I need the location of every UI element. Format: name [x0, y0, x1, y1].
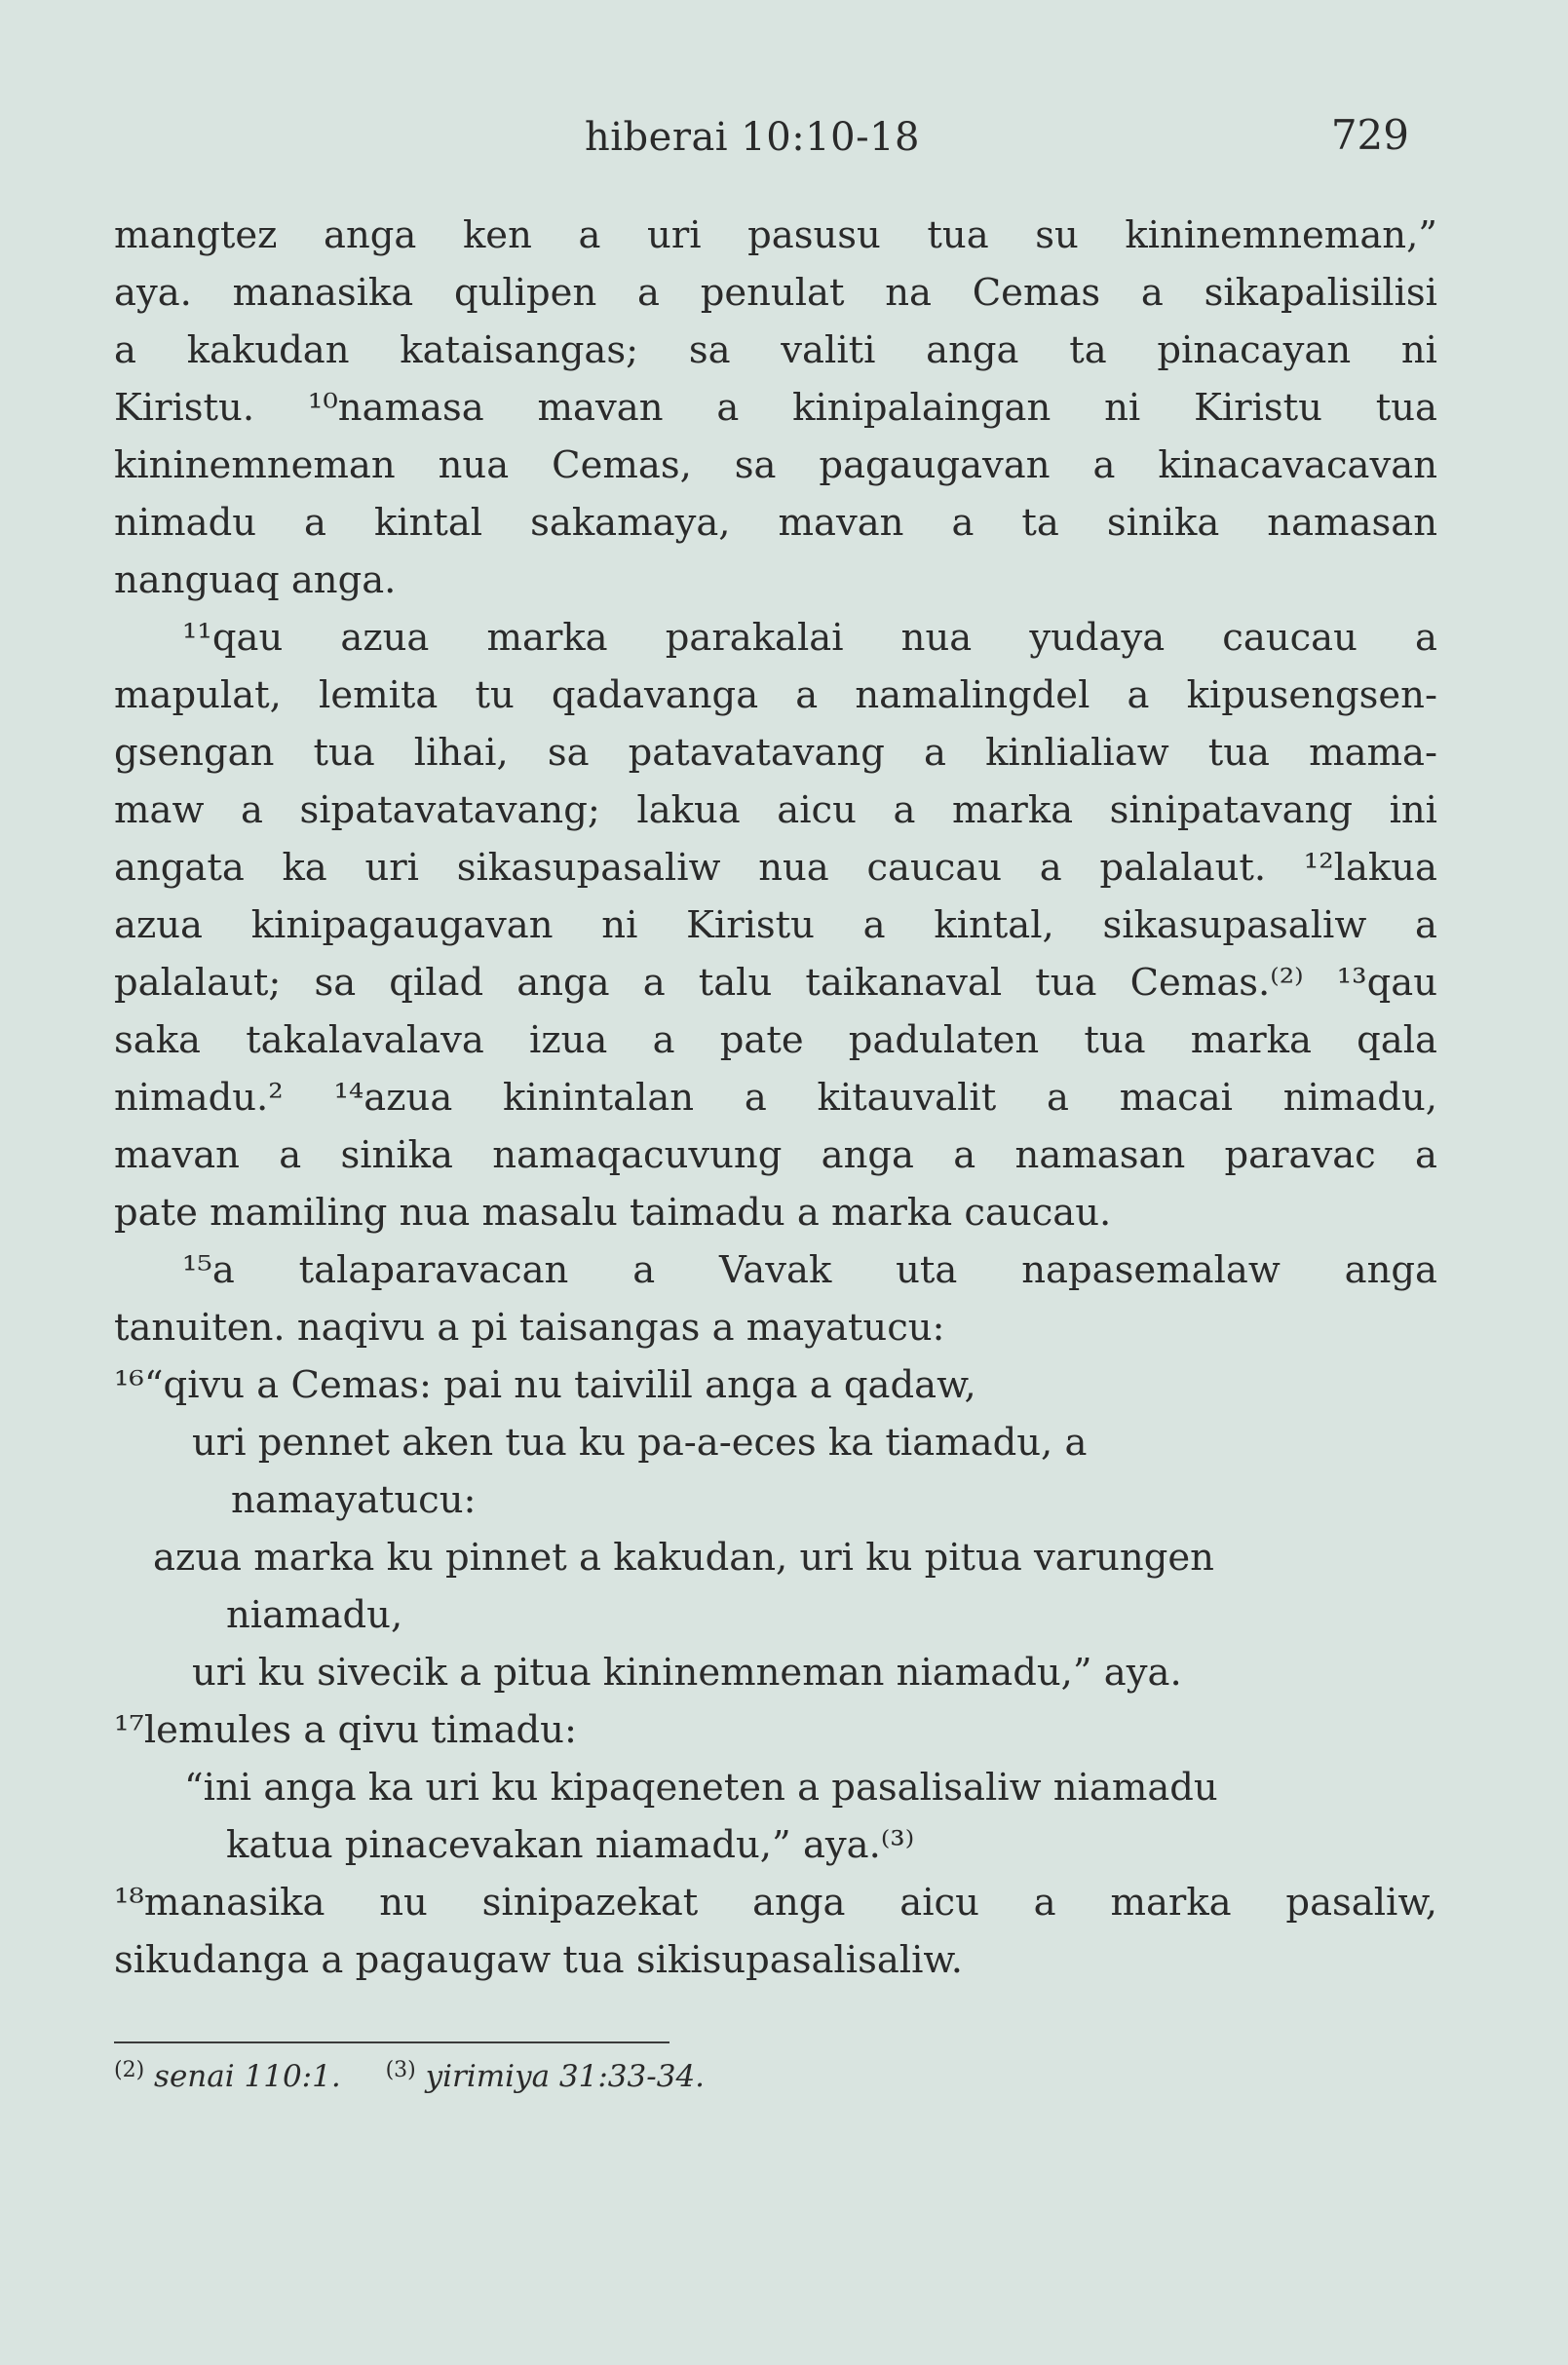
- text-line: palalaut; sa qilad anga a talu taikanaval tua Cemas.⁽²⁾ ¹³qau: [114, 961, 1437, 1005]
- text-line: maw a sipatavatavang; lakua aicu a marka sinipatavang ini: [114, 788, 1437, 832]
- body-text: [114, 207, 1437, 1989]
- text-line: ¹⁵a talaparavacan a Vavak uta napasemalaw anga: [182, 1248, 1437, 1292]
- footnote-text: senai 110:1.: [154, 2059, 341, 2094]
- text-line: gsengan tua lihai, sa patavatavang a kinlialiaw tua mama-: [114, 731, 1437, 775]
- text-line: ¹¹qau azua marka parakalai nua yudaya caucau a: [182, 616, 1437, 660]
- text-line: nimadu a kintal sakamaya, mavan a ta sinika namasan: [114, 501, 1437, 545]
- footnote: [114, 2059, 341, 2094]
- text-line: mangtez anga ken a uri pasusu tua su kininemneman,”: [114, 213, 1437, 257]
- page-header: [0, 111, 1568, 173]
- running-head: hiberai 10:10-18: [585, 115, 920, 160]
- text-line: azua kinipagaugavan ni Kiristu a kintal, sikasupasaliw a: [114, 903, 1437, 947]
- page-number: 729: [1330, 111, 1409, 159]
- poem-line: katua pinacevakan niamadu,” aya.⁽³⁾: [226, 1823, 915, 1867]
- text-line: kininemneman nua Cemas, sa pagaugavan a kinacavacavan: [114, 443, 1437, 487]
- poem-line: niamadu,: [226, 1593, 403, 1637]
- text-line: mapulat, lemita tu qadavanga a namalingdel a kipusengsen-: [114, 673, 1437, 717]
- footnote-text: yirimiya 31:33-34.: [425, 2059, 706, 2094]
- poem-line: uri pennet aken tua ku pa-a-eces ka tiamadu, a: [192, 1421, 1088, 1465]
- footnote: [386, 2059, 705, 2094]
- poem-line: ¹⁶“qivu a Cemas: pai nu taivilil anga a qadaw,: [114, 1363, 976, 1407]
- footnote-mark: (2): [114, 2058, 145, 2082]
- text-line: saka takalavalava izua a pate padulaten tua marka qala: [114, 1018, 1437, 1062]
- text-line: ¹⁸manasika nu sinipazekat anga aicu a marka pasaliw,: [114, 1881, 1437, 1925]
- poem-line: ¹⁷lemules a qivu timadu:: [114, 1708, 577, 1752]
- text-line: tanuiten. naqivu a pi taisangas a mayatucu:: [114, 1306, 945, 1350]
- text-line: pate mamiling nua masalu taimadu a marka caucau.: [114, 1191, 1112, 1235]
- text-line: nimadu.² ¹⁴azua kinintalan a kitauvalit a macai nimadu,: [114, 1076, 1437, 1120]
- poem-line: uri ku sivecik a pitua kininemneman niamadu,” aya.: [192, 1651, 1182, 1695]
- poem-line: namayatucu:: [231, 1478, 477, 1522]
- poem-line: azua marka ku pinnet a kakudan, uri ku pitua varungen: [153, 1536, 1214, 1580]
- text-line: mavan a sinika namaqacuvung anga a namasan paravac a: [114, 1133, 1437, 1177]
- text-line: sikudanga a pagaugaw tua sikisupasalisaliw.: [114, 1938, 964, 1982]
- footnotes: [114, 2058, 740, 2094]
- footnote-mark: (3): [385, 2058, 416, 2082]
- poem-line: “ini anga ka uri ku kipaqeneten a pasalisaliw niamadu: [184, 1766, 1218, 1810]
- footnote-divider: [114, 2041, 669, 2043]
- text-line: nanguaq anga.: [114, 558, 397, 602]
- text-line: Kiristu. ¹⁰namasa mavan a kinipalaingan ni Kiristu tua: [114, 386, 1437, 430]
- text-line: a kakudan kataisangas; sa valiti anga ta pinacayan ni: [114, 328, 1437, 372]
- text-line: angata ka uri sikasupasaliw nua caucau a palalaut. ¹²lakua: [114, 846, 1437, 890]
- text-line: aya. manasika qulipen a penulat na Cemas a sikapalisilisi: [114, 271, 1437, 315]
